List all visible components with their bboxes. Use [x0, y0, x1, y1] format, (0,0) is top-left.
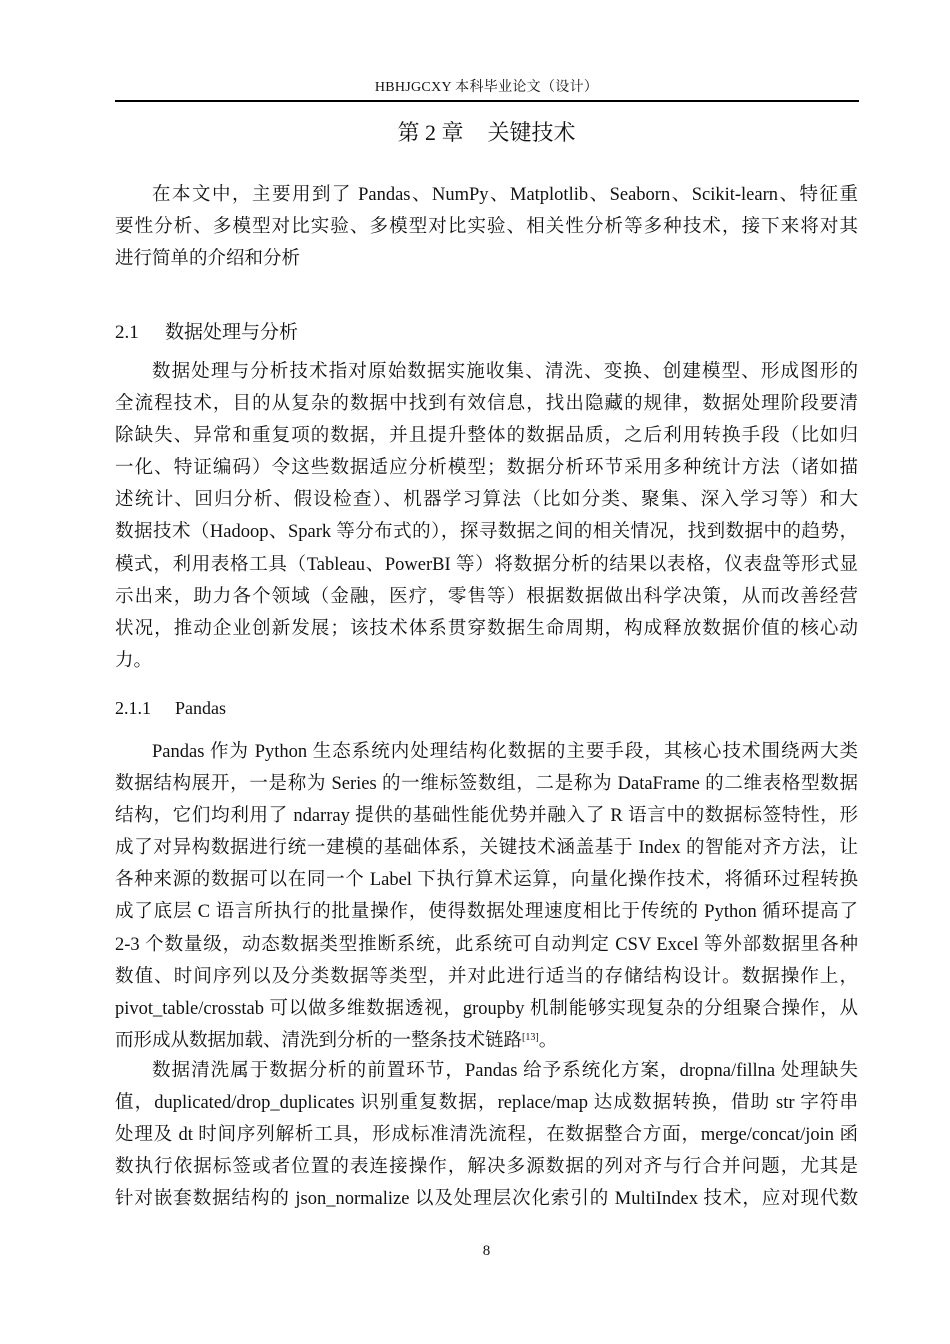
running-header: HBHJGCXY 本科毕业论文（设计）	[374, 80, 599, 95]
chapter-number: 第 2 章	[397, 120, 464, 145]
paragraph-line: 状况，推动企业创新发展；该技术体系贯穿数据生命周期，构成释放数据价值的核心动	[115, 618, 858, 639]
paragraph-line: 数值、时间序列以及分类数据等类型，并对此进行适当的存储结构设计。数据操作上，	[115, 966, 858, 987]
paragraph-line: 针对嵌套数据结构的 json_normalize 以及处理层次化索引的 MultiIndex 技术，应对现代数	[115, 1189, 858, 1210]
paragraph-line: 示出来，助力各个领域（金融，医疗，零售等）根据数据做出科学决策，从而改善经营	[115, 586, 858, 607]
paragraph-line: 数据结构展开，一是称为 Series 的一维标签数组，二是称为 DataFrame 的二维表格型数据	[115, 774, 858, 795]
paragraph-line: 成了对异构数据进行统一建模的基础体系，关键技术涵盖基于 Index 的智能对齐方法，让	[115, 838, 858, 859]
data-processing-paragraph	[115, 356, 858, 677]
intro-paragraph	[115, 179, 858, 275]
chapter-name: 关键技术	[487, 120, 576, 145]
section-title: Pandas	[175, 698, 226, 718]
paragraph-line: 要性分析、多模型对比实验、多模型对比实验、相关性分析等多种技术，接下来将对其	[115, 217, 858, 238]
paragraph-line: pivot_table/crosstab 可以做多维数据透视，groupby 机制能够实现复杂的分组聚合操作，从	[115, 998, 858, 1019]
paragraph-line: 进行简单的介绍和分析	[115, 249, 301, 270]
line-end: 。	[538, 1030, 558, 1051]
section-number: 2.1	[115, 322, 139, 343]
paragraph-line: 数据清洗属于数据分析的前置环节，Pandas 给予系统化方案，dropna/fillna 处理缺失	[152, 1061, 858, 1081]
citation: [13]	[522, 1031, 539, 1043]
paragraph-line: 一化、特证编码）令这些数据适应分析模型；数据分析环节采用多种统计方法（诸如描	[115, 458, 858, 479]
paragraph-line: Pandas 作为 Python 生态系统内处理结构化数据的主要手段，其核心技术围绕两大类	[152, 742, 858, 762]
header-rule	[115, 100, 859, 102]
paragraph-line: 2-3 个数量级，动态数据类型推断系统，此系统可自动判定 CSV Excel 等外部数据里各种	[115, 934, 858, 955]
pandas-paragraph-1-lines	[115, 736, 858, 1025]
paragraph-line: 全流程技术，目的从复杂的数据中找到有效信息，找出隐藏的规律，数据处理阶段要清	[115, 394, 858, 415]
paragraph-line: 处理及 dt 时间序列解析工具，形成标准清洗流程，在数据整合方面，merge/concat/join 函	[115, 1125, 858, 1146]
section-title: 数据处理与分析	[165, 322, 299, 343]
paragraph-line: 成了底层 C 语言所执行的批量操作，使得数据处理速度相比于传统的 Python 循环提高了	[115, 902, 858, 923]
paragraph-line: 除缺失、异常和重复项的数据，并且提升整体的数据品质，之后利用转换手段（比如归	[115, 426, 858, 447]
paragraph-line: 述统计、回归分析、假设检查）、机器学习算法（比如分类、聚集、深入学习等）和大	[115, 490, 858, 511]
pandas-paragraph-2	[115, 1055, 858, 1215]
paragraph-line: 模式，利用表格工具（Tableau、PowerBI 等）将数据分析的结果以表格，仪表盘等形式显	[115, 554, 858, 575]
paragraph-line: 各种来源的数据可以在同一个 Label 下执行算术运算，向量化操作技术，将循环过程转换	[115, 870, 858, 891]
line-text: 而形成从数据加载、清洗到分析的一整条技术链路	[115, 1030, 523, 1051]
paragraph-line: 在本文中，主要用到了 Pandas、NumPy、Matplotlib、Seaborn、Scikit-learn、特征重	[152, 185, 858, 205]
paragraph-line: 值，duplicated/drop_duplicates 识别重复数据，replace/map 达成数据转换，借助 str 字符串	[115, 1093, 858, 1114]
paragraph-line: 数据处理与分析技术指对原始数据实施收集、清洗、变换、创建模型、形成图形的	[152, 362, 858, 382]
paragraph-line: 数执行依据标签或者位置的表连接操作，解决多源数据的列对齐与行合并问题，尤其是	[115, 1157, 858, 1178]
paragraph-line: 力。	[115, 650, 153, 671]
paragraph-line: 数据技术（Hadoop、Spark 等分布式的），探寻数据之间的相关情况，找到数据中的趋势，	[115, 522, 858, 543]
paragraph-line: 结构，它们均利用了 ndarray 提供的基础性能优势并融入了 R 语言中的数据标签特性，形	[115, 806, 858, 827]
section-number: 2.1.1	[115, 698, 151, 718]
section-heading-2-1	[115, 317, 298, 344]
pandas-paragraph-1	[115, 736, 858, 1057]
paragraph-line	[115, 1025, 858, 1057]
chapter-title	[115, 116, 858, 147]
section-heading-2-1-1	[115, 698, 226, 719]
page-number: 8	[482, 1243, 491, 1259]
